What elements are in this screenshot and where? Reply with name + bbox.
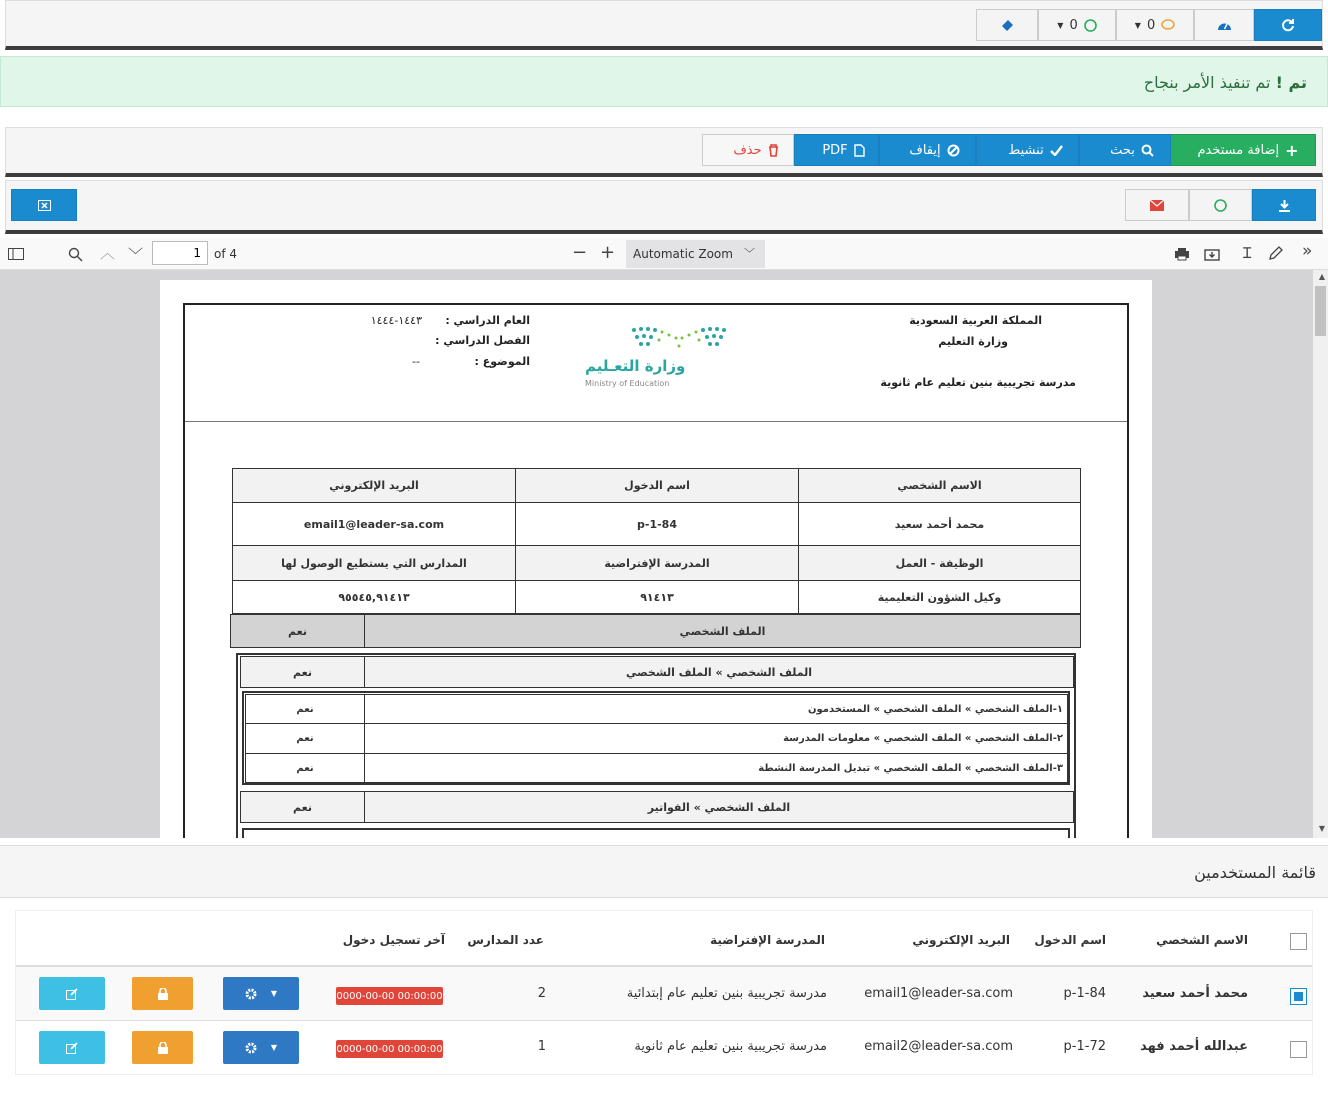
chevron-down-icon: ▼ (270, 989, 278, 998)
header-login: اسم الدخول (1034, 933, 1106, 947)
year-label: العام الدراسي : (445, 314, 530, 327)
user-email: email2@leader-sa.com (864, 1039, 1013, 1054)
whatsapp-icon (1214, 199, 1227, 212)
delete-button[interactable]: حذف (702, 134, 794, 166)
user-schools-count: 2 (537, 986, 546, 1001)
refresh-icon (1281, 18, 1295, 32)
logo-english: Ministry of Education (585, 379, 670, 388)
last-login-badge: 0000-00-00 00:00:00 (336, 1040, 443, 1058)
pdf-button[interactable]: PDF (794, 134, 879, 166)
sub-section-profile-value: نعم (240, 656, 365, 688)
pdf-scrollbar-thumb[interactable] (1315, 286, 1326, 336)
close-preview-button[interactable] (11, 189, 77, 221)
header-divider (185, 421, 1127, 422)
add-user-button[interactable]: + إضافة مستخدم (1170, 134, 1316, 166)
perm-item-value: نعم (245, 723, 365, 754)
perm-header-value: نعم (230, 614, 365, 648)
save-icon[interactable] (1204, 247, 1220, 261)
accessible-schools-header: المدارس التي يستطيع الوصول لها (232, 545, 516, 581)
search-button[interactable]: بحث (1079, 134, 1171, 166)
logo-arabic: وزارة التعـليم (585, 357, 686, 375)
lock-button[interactable] (132, 1031, 193, 1064)
job-header: الوظيفة - العمل (798, 545, 1081, 581)
subject-value: -- (412, 355, 420, 368)
scroll-down-icon[interactable]: ▼ (1318, 824, 1325, 833)
user-school: مدرسة تجريبية بنين تعليم عام إبتدائية (626, 986, 827, 1001)
ministry-logo (583, 326, 729, 392)
zoom-select[interactable]: Automatic Zoom ﹀ (626, 240, 765, 268)
header-schools-count: عدد المدارس (467, 933, 544, 947)
whatsapp-count-button[interactable] (1038, 9, 1116, 41)
edit-icon (66, 1042, 79, 1054)
scroll-up-icon[interactable]: ▲ (1318, 272, 1325, 281)
user-login: p-1-84 (1063, 986, 1106, 1001)
success-alert (0, 56, 1328, 107)
user-name[interactable]: محمد أحمد سعيد (1142, 986, 1248, 1001)
accessible-schools-value: ٩٥٥٤٥,٩١٤١٣ (232, 580, 516, 614)
kingdom-text: المملكة العربية السعودية (909, 314, 1042, 327)
pdf-page (160, 280, 1152, 838)
alert-text: تم تنفيذ الأمر بنجاح (1143, 73, 1271, 92)
ticket-icon (1000, 19, 1014, 31)
user-email: email1@leader-sa.com (864, 986, 1013, 1001)
check-icon (1050, 145, 1063, 156)
ministry-text: وزارة التعليم (938, 335, 1008, 348)
chat-icon (1161, 19, 1175, 31)
perm-item-label: ٢-الملف الشخصي » الملف الشخصي » معلومات المدرسة (364, 723, 1068, 754)
info-value-name: محمد أحمد سعيد (798, 502, 1081, 546)
next-items-frame (242, 828, 1070, 838)
lock-icon (158, 988, 168, 1000)
sms-button[interactable] (1116, 9, 1194, 41)
panel-header (0, 846, 1328, 898)
sub-section-profile: الملف الشخصي » الملف الشخصي (364, 656, 1074, 688)
sub-section-invoices-value: نعم (240, 791, 365, 823)
trash-icon (768, 144, 779, 157)
panel-title: قائمة المستخدمين (1194, 863, 1316, 882)
gear-icon (245, 1042, 257, 1054)
info-value-login: p-1-84 (515, 502, 799, 546)
close-icon (38, 200, 51, 211)
refresh-button[interactable] (1254, 9, 1322, 41)
edit-button[interactable] (39, 1031, 105, 1064)
lock-button[interactable] (132, 977, 193, 1010)
header-last-login: آخر تسجيل دخول (342, 933, 445, 947)
school-text: مدرسة تجريبية بنين تعليم عام ثانوية (880, 376, 1076, 389)
zoom-out-icon[interactable]: − (572, 242, 588, 263)
pdf-viewer[interactable] (0, 270, 1328, 838)
print-icon[interactable] (1174, 247, 1190, 261)
gear-icon (245, 988, 257, 1000)
chevron-down-icon: ﹀ (744, 247, 755, 260)
suspend-button[interactable]: إيقاف (879, 134, 976, 166)
previous-page-icon[interactable]: ︿ (100, 244, 116, 262)
user-school: مدرسة تجريبية بنين تعليم عام ثانوية (634, 1039, 827, 1054)
whatsapp-share-button[interactable] (1189, 189, 1252, 221)
actions-toolbar (5, 127, 1323, 177)
subject-label: الموضوع : (474, 355, 530, 368)
pdf-toolbar (0, 238, 1328, 270)
year-value: ١٤٤٣-١٤٤٤ (370, 314, 422, 327)
user-name[interactable]: عبدالله أحمد فهد (1140, 1039, 1248, 1054)
row-checkbox[interactable] (1290, 988, 1307, 1005)
job-value: وكيل الشؤون التعليمية (798, 580, 1081, 614)
perm-item-value: نعم (245, 753, 365, 783)
activate-button[interactable]: تنشيط (976, 134, 1079, 166)
header-name: الاسم الشخصي (1156, 933, 1248, 947)
edit-button[interactable] (39, 977, 105, 1010)
semester-label: الفصل الدراسي : (435, 334, 530, 347)
alert-strong: تم ! (1275, 73, 1307, 92)
chevron-down-icon: ▼ (1057, 20, 1064, 30)
settings-dropdown-button[interactable] (223, 1031, 299, 1064)
user-login: p-1-72 (1063, 1039, 1106, 1054)
sidebar-toggle-icon[interactable] (8, 248, 24, 260)
users-table (15, 910, 1313, 1075)
tools-icon[interactable]: » (1302, 241, 1313, 261)
info-header-email: البريد الإلكتروني (232, 468, 516, 503)
pdf-scrollbar[interactable] (1313, 270, 1328, 838)
edit-icon (66, 988, 79, 1000)
perm-header: الملف الشخصي (364, 614, 1081, 648)
lock-icon (158, 1042, 168, 1054)
perm-item-label: ١-الملف الشخصي » الملف الشخصي » المستخدمون (364, 694, 1068, 724)
logo-dots-icon (629, 326, 729, 356)
download-icon (1278, 199, 1291, 212)
zoom-in-icon[interactable]: + (600, 242, 616, 263)
table-header-row (16, 911, 1312, 967)
draw-icon[interactable] (1268, 246, 1283, 261)
ticket-button[interactable] (976, 9, 1038, 41)
info-value-email: email1@leader-sa.com (232, 502, 516, 546)
chevron-down-icon: ▼ (270, 1043, 278, 1052)
share-toolbar (5, 180, 1323, 234)
default-school-header: المدرسة الإفتراضية (515, 545, 799, 581)
ban-icon (947, 144, 960, 157)
header-school: المدرسة الإفتراضية (710, 933, 825, 947)
info-header-name: الاسم الشخصي (798, 468, 1081, 503)
chevron-down-icon: ▼ (1134, 20, 1141, 30)
user-schools-count: 1 (537, 1039, 546, 1054)
plus-icon: + (1285, 140, 1299, 160)
download-button[interactable] (1252, 189, 1316, 221)
email-share-button[interactable] (1125, 189, 1189, 221)
whatsapp-count: 0 (1069, 17, 1078, 33)
find-icon[interactable] (68, 247, 83, 262)
checkbox-checked-mark (1294, 992, 1303, 1001)
sub-section-invoices: الملف الشخصي » الفواتير (364, 791, 1074, 823)
settings-dropdown-button[interactable] (223, 977, 299, 1010)
sms-count: 0 (1146, 17, 1156, 33)
page-total: of 4 (214, 247, 238, 261)
default-school-value: ٩١٤١٣ (515, 580, 799, 614)
top-toolbar (5, 0, 1323, 50)
search-icon (1141, 144, 1154, 157)
dashboard-icon (1217, 19, 1232, 31)
select-all-checkbox[interactable] (1290, 933, 1307, 950)
perm-item-label: ٣-الملف الشخصي » الملف الشخصي » تبديل المدرسة النشطة (364, 753, 1068, 783)
row-checkbox[interactable] (1290, 1041, 1307, 1058)
next-page-icon[interactable]: ﹀ (128, 246, 144, 264)
whatsapp-icon (1084, 19, 1097, 32)
envelope-icon (1150, 200, 1164, 211)
page-number-input[interactable] (152, 241, 208, 265)
last-login-badge: 0000-00-00 00:00:00 (336, 987, 443, 1005)
text-cursor-icon[interactable]: Ɪ (1243, 244, 1252, 262)
info-header-login: اسم الدخول (515, 468, 799, 503)
perm-item-value: نعم (245, 694, 365, 724)
pdf-file-icon (854, 144, 865, 157)
dashboard-button[interactable] (1194, 9, 1254, 41)
header-email: البريد الإلكتروني (912, 933, 1010, 947)
